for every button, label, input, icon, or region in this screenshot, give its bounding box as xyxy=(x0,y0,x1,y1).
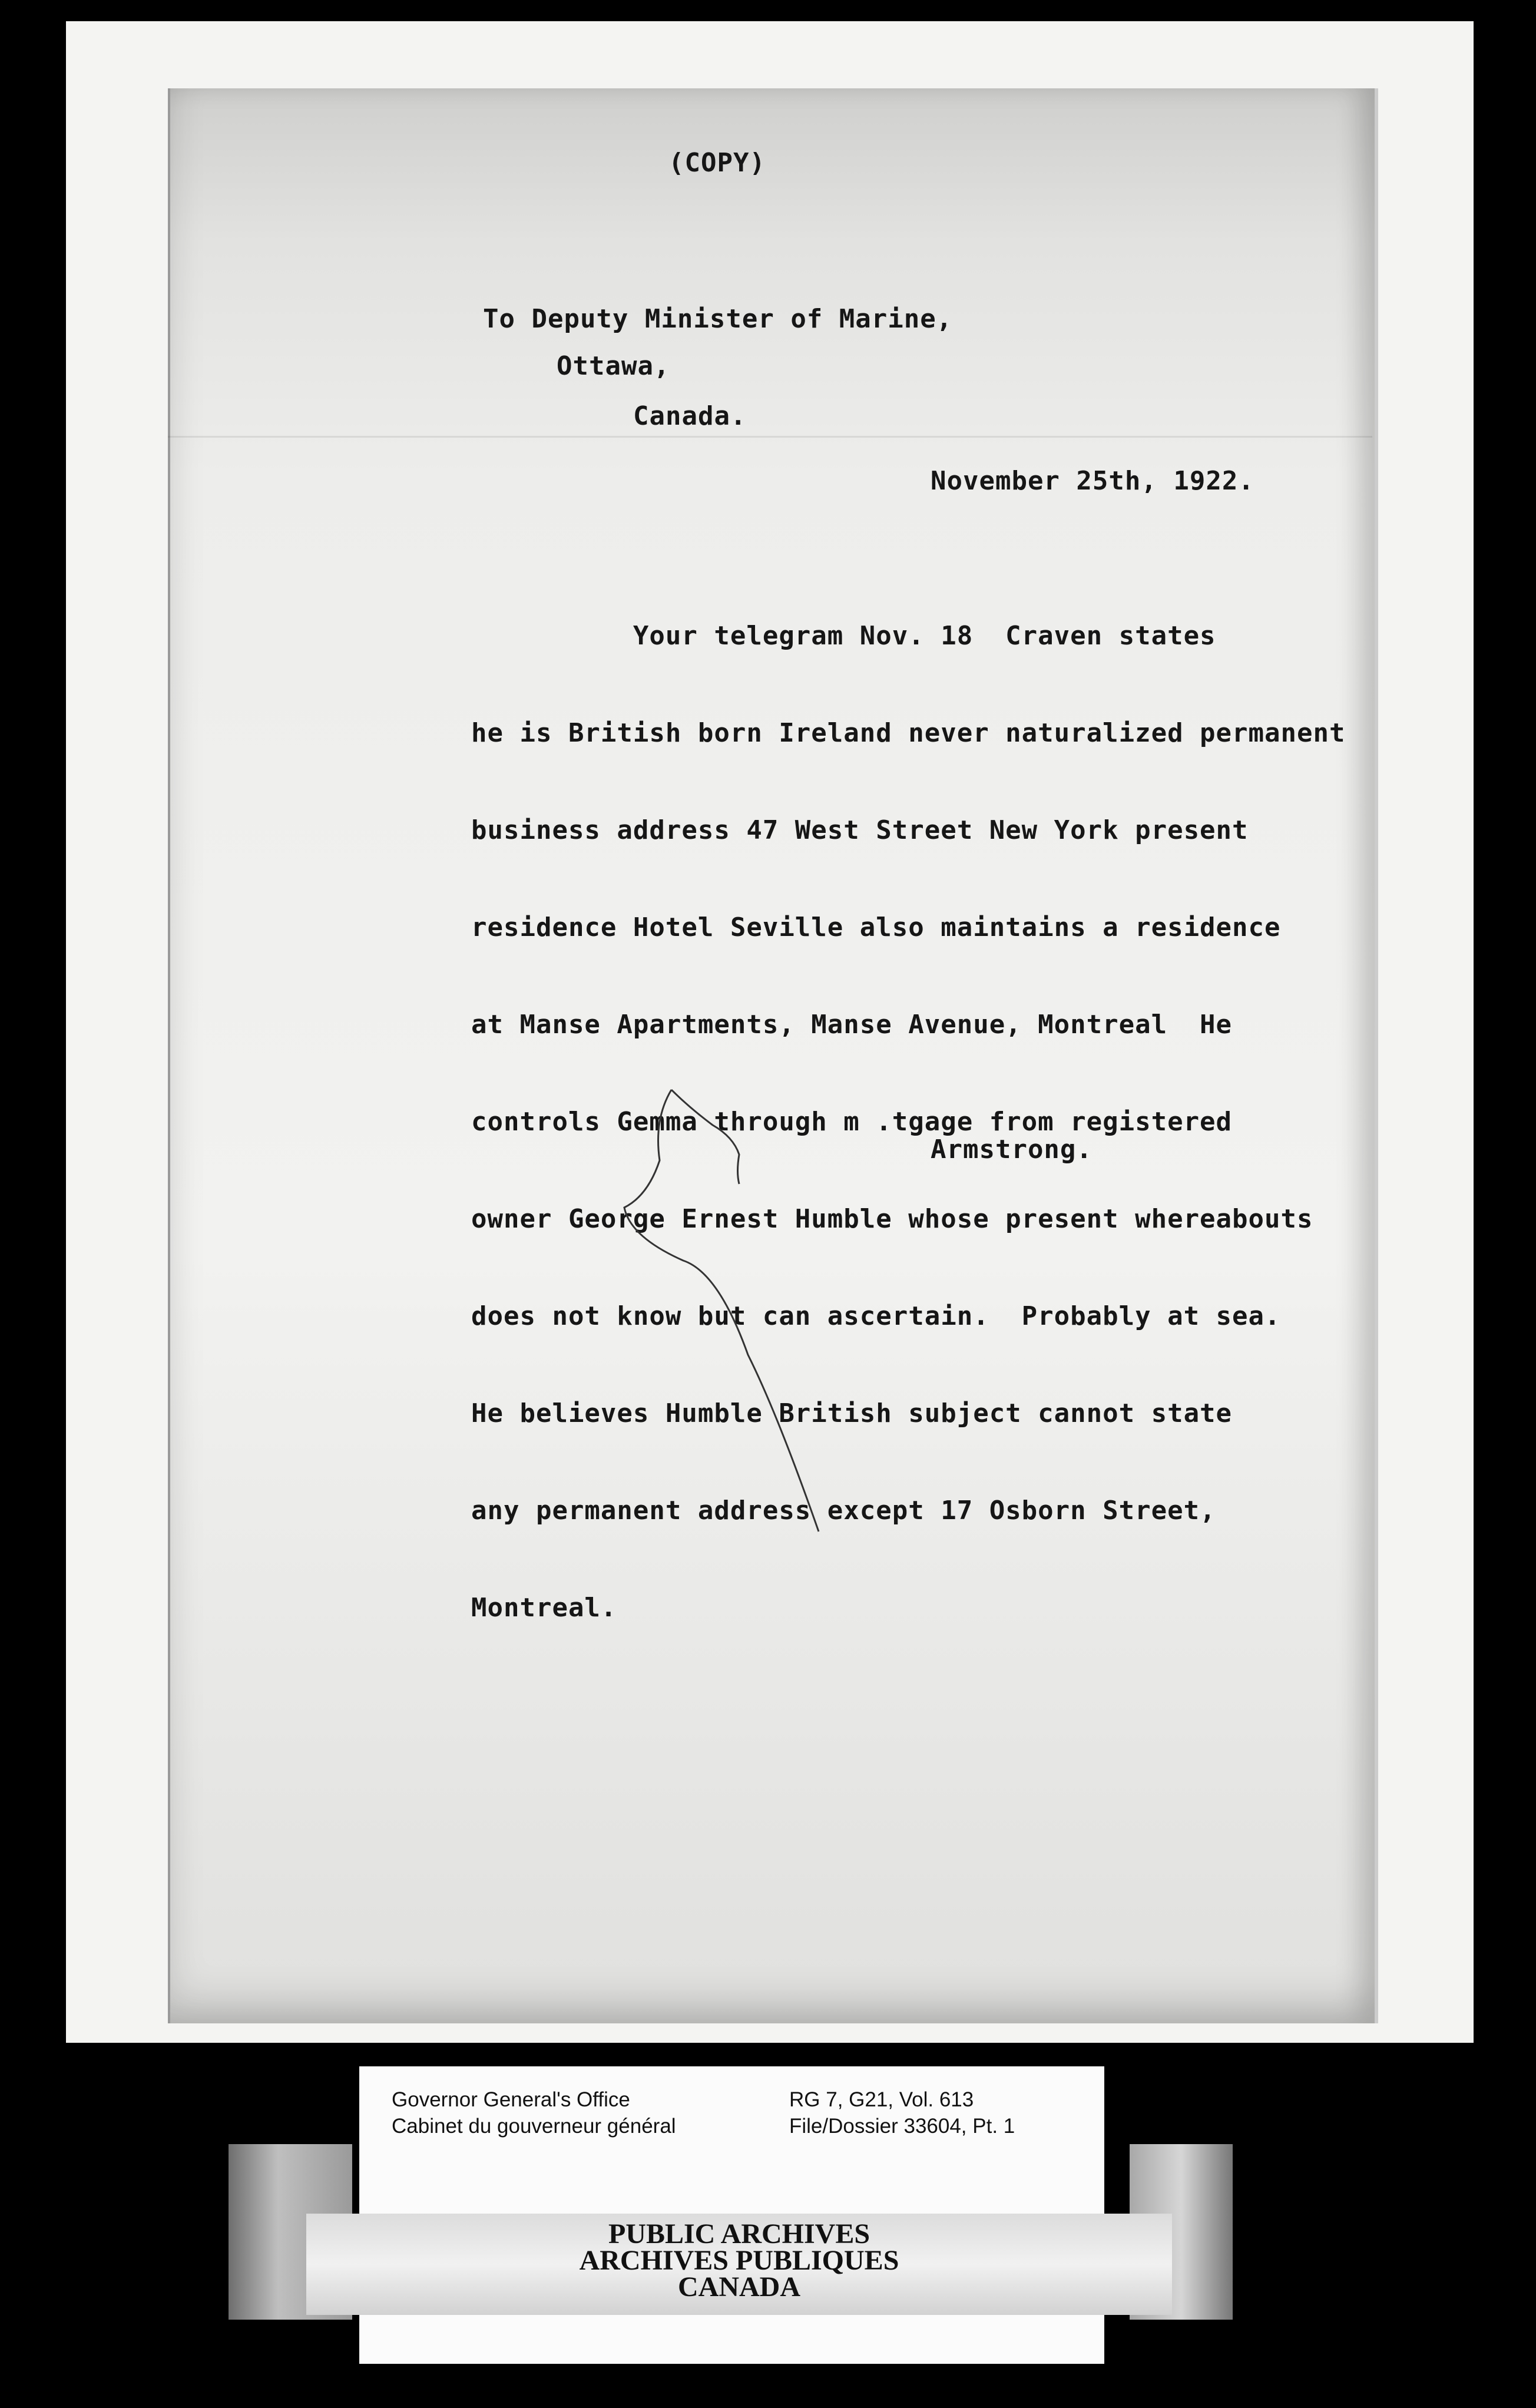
body-line: at Manse Apartments, Manse Avenue, Montreal He xyxy=(471,1009,1233,1040)
file-number: File/Dossier 33604, Pt. 1 xyxy=(789,2115,1015,2138)
archive-stamp xyxy=(306,2218,1172,2303)
body-line: any permanent address except 17 Osborn Street, xyxy=(471,1495,1216,1526)
hair-scratch-mark xyxy=(613,1084,848,1555)
body-line: Your telegram Nov. 18 Craven states xyxy=(471,620,1216,651)
body-line: controls Gemma through m .tgage from registered xyxy=(471,1106,1233,1137)
body-line: He believes Humble British subject cannot state xyxy=(471,1398,1233,1428)
recipient-city: Ottawa, xyxy=(557,351,670,381)
body-line: does not know but can ascertain. Probably at sea. xyxy=(471,1301,1281,1331)
stamp-line: PUBLIC ARCHIVES xyxy=(608,2218,870,2250)
signature: Armstrong. xyxy=(931,1134,1093,1165)
body-line: business address 47 West Street New York present xyxy=(471,815,1249,845)
recipient-country: Canada. xyxy=(633,401,747,431)
body-line: owner George Ernest Humble whose present whereabouts xyxy=(471,1203,1313,1234)
stamp-line: CANADA xyxy=(678,2271,800,2303)
copy-heading: (COPY) xyxy=(668,148,766,178)
stamp-line: ARCHIVES PUBLIQUES xyxy=(579,2245,899,2276)
archive-reference: RG 7, G21, Vol. 613 xyxy=(789,2088,974,2111)
body-line: Montreal. xyxy=(471,1592,617,1623)
recipient-line: To Deputy Minister of Marine, xyxy=(483,304,953,334)
office-name-fr: Cabinet du gouverneur général xyxy=(392,2115,676,2138)
paper-fold-line xyxy=(168,436,1372,438)
letter-body xyxy=(471,563,1345,1681)
letter-date: November 25th, 1922. xyxy=(931,466,1254,496)
office-name-en: Governor General's Office xyxy=(392,2088,630,2111)
body-line: residence Hotel Seville also maintains a residence xyxy=(471,912,1281,942)
body-line: he is British born Ireland never naturalized permanent xyxy=(471,717,1346,748)
